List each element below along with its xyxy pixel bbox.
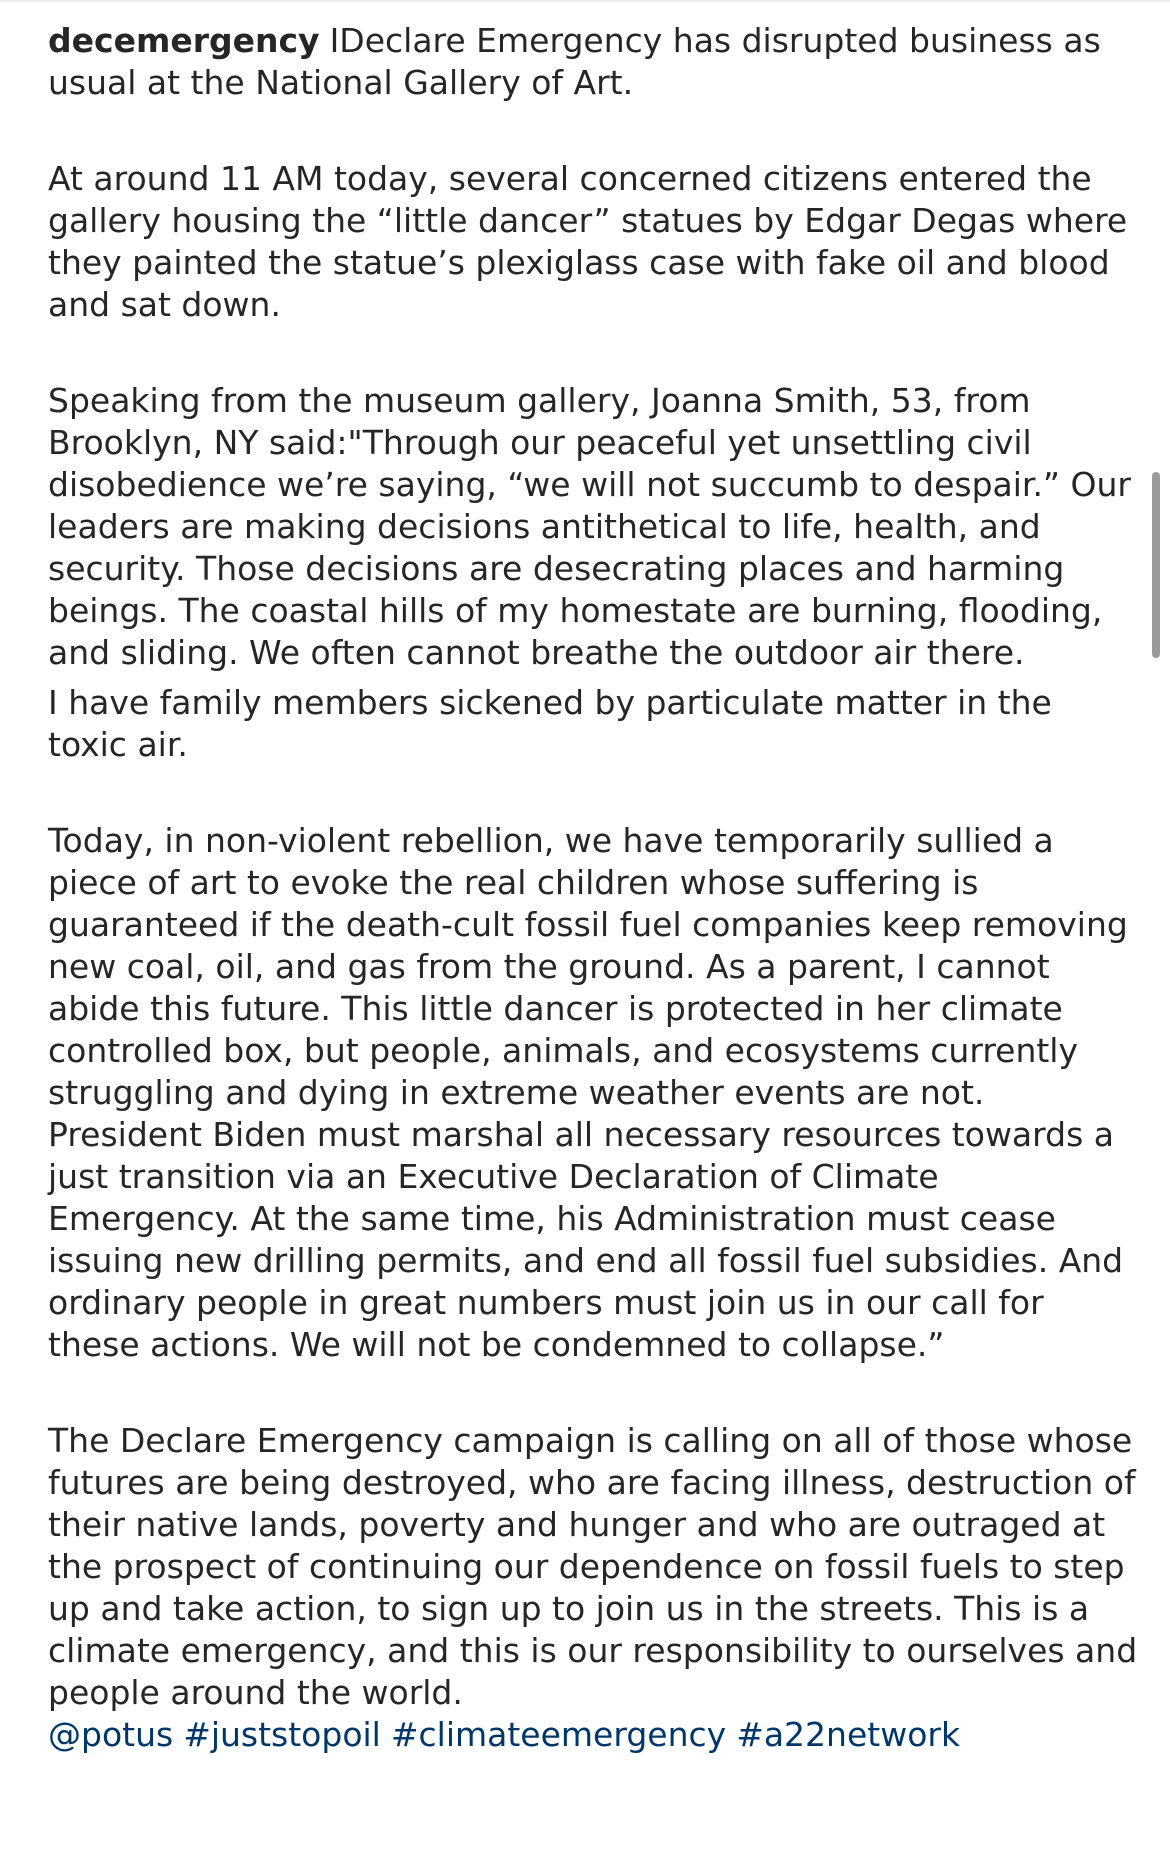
caption-paragraph: IDeclare Emergency has disrupted business as usual at the National Gallery of Art.: [48, 21, 1101, 102]
scrollbar-thumb[interactable]: [1152, 472, 1160, 658]
caption-paragraph: I have family members sickened by particulate matter in the toxic air.: [48, 683, 1052, 764]
post-caption: [48, 20, 1138, 1756]
hashtag-link[interactable]: #juststopoil: [183, 1715, 381, 1754]
caption-paragraph: Speaking from the museum gallery, Joanna Smith, 53, from Brooklyn, NY said:"Through our peaceful yet unsettling civil disobedience we’re saying, “we will not succumb to despair.” Our leaders are making decisions antithetical to life, health, and security. Those decisions are desecrating places and harming beings. The coastal hills of my homestate are burning, flooding, and sliding. We often cannot breathe the outdoor air there.: [48, 381, 1131, 672]
top-edge-divider: [0, 0, 1170, 2]
mention-link[interactable]: @potus: [48, 1715, 174, 1754]
hashtag-link[interactable]: #a22network: [736, 1715, 961, 1754]
caption-paragraph: The Declare Emergency campaign is calling on all of those whose futures are being destroyed, who are facing illness, destruction of their native lands, poverty and hunger and who are outraged at the prospect of continuing our dependence on fossil fuels to step up and take action, to sign up to join us in the streets. This is a climate emergency, and this is our responsibility to ourselves and people around the world.: [48, 1421, 1138, 1712]
caption-first-paragraph: [48, 20, 1138, 104]
caption-paragraph: Today, in non-violent rebellion, we have temporarily sullied a piece of art to evoke the real children whose suffering is guaranteed if the death-cult fossil fuel companies keep removing new coal, oil, and gas from the ground. As a parent, I cannot abide this future. This little dancer is protected in her climate controlled box, but people, animals, and ecosystems currently struggling and dying in extreme weather events are not. President Biden must marshal all necessary resources towards a just transition via an Executive Declaration of Climate Emergency. At the same time, his Administration must cease issuing new drilling permits, and end all fossil fuel subsidies. And ordinary people in great numbers must join us in our call for these actions. We will not be condemned to collapse.”: [48, 821, 1128, 1364]
hashtag-link[interactable]: #climateemergency: [390, 1715, 727, 1754]
caption-paragraph: At around 11 AM today, several concerned citizens entered the gallery housing the “little dancer” statues by Edgar Degas where they painted the statue’s plexiglass case with fake oil and blood and sat down.: [48, 159, 1128, 324]
username-link[interactable]: decemergency: [48, 21, 320, 60]
hashtag-line: [48, 1714, 1138, 1756]
